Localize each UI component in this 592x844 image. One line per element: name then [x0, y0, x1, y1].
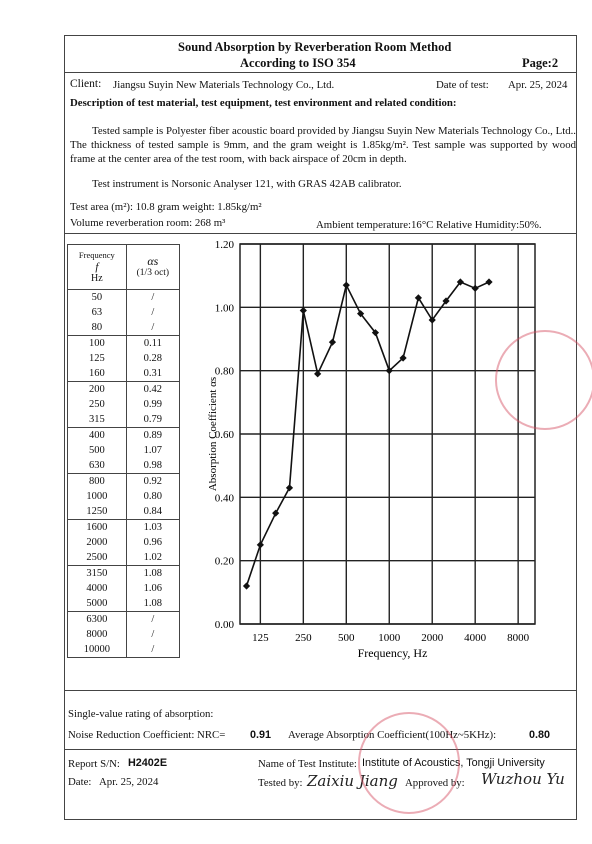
table-row	[68, 305, 180, 320]
divider	[64, 690, 577, 691]
alpha-cell: 0.11	[126, 336, 179, 352]
frequency-cell: 630	[68, 458, 127, 474]
data-point	[485, 278, 492, 285]
institute-seal	[358, 712, 460, 814]
absorption-table	[67, 244, 180, 658]
description-heading: Description of test material, test equipment, test environment and related condition:	[70, 97, 457, 109]
footer-date: Apr. 25, 2024	[99, 776, 159, 788]
frequency-cell: 1000	[68, 489, 127, 504]
alpha-cell: 1.08	[126, 596, 179, 612]
data-point	[286, 484, 293, 491]
alpha-cell: /	[126, 612, 179, 628]
frequency-cell: 400	[68, 428, 127, 444]
frequency-cell: 1600	[68, 520, 127, 536]
ambient-conditions: Ambient temperature:16°C Relative Humidity:50%.	[316, 219, 542, 231]
institute-seal	[495, 330, 592, 430]
table-row	[68, 412, 180, 428]
frequency-cell: 63	[68, 305, 127, 320]
frequency-cell: 100	[68, 336, 127, 352]
alpha-header-symbol: αs	[147, 254, 159, 268]
alpha-header-note: (1/3 oct)	[136, 268, 170, 278]
test-area: Test area (m²): 10.8 gram weight: 1.85kg/m²	[70, 201, 262, 213]
report-title: Sound Absorption by Reverberation Room Method	[178, 40, 452, 54]
alpha-header	[126, 245, 179, 290]
frequency-header-label: Frequency	[78, 250, 115, 260]
frequency-cell: 250	[68, 397, 127, 412]
frequency-header	[68, 245, 127, 290]
alpha-cell: 1.03	[126, 520, 179, 536]
alpha-cell: 1.06	[126, 581, 179, 596]
alpha-cell: 1.08	[126, 566, 179, 582]
x-axis-label: Frequency, Hz	[357, 646, 428, 660]
frequency-cell: 160	[68, 366, 127, 382]
frequency-cell: 125	[68, 351, 127, 366]
frequency-cell: 2000	[68, 535, 127, 550]
alpha-cell: 0.92	[126, 474, 179, 490]
x-tick-label: 1000	[378, 632, 401, 644]
approved-by-signature: Wuzhou Yu	[481, 770, 565, 788]
alpha-cell: 0.84	[126, 504, 179, 520]
alpha-cell: 0.89	[126, 428, 179, 444]
table-row	[68, 566, 180, 582]
y-tick-label: 1.00	[214, 302, 234, 315]
table-row	[68, 458, 180, 474]
table-row	[68, 642, 180, 658]
x-tick-label: 500	[338, 632, 355, 644]
table-row	[68, 504, 180, 520]
table-row	[68, 443, 180, 458]
x-tick-label: 250	[295, 632, 312, 644]
table-header-row	[68, 245, 180, 290]
divider	[64, 72, 577, 73]
alpha-cell: 0.28	[126, 351, 179, 366]
alpha-cell: 0.42	[126, 382, 179, 398]
alpha-cell: 0.96	[126, 535, 179, 550]
x-tick-label: 8000	[507, 632, 530, 644]
frequency-cell: 800	[68, 474, 127, 490]
frequency-cell: 4000	[68, 581, 127, 596]
y-tick-label: 1.20	[214, 239, 234, 251]
table-row	[68, 382, 180, 398]
average-label: Average Absorption Coefficient(100Hz~5KHz):	[288, 729, 497, 741]
absorption-chart	[185, 236, 577, 666]
footer-date-label: Date:	[68, 776, 92, 788]
table-row	[68, 320, 180, 336]
alpha-cell: 1.07	[126, 443, 179, 458]
alpha-cell: /	[126, 320, 179, 336]
x-tick-label: 4000	[464, 632, 487, 644]
table-row	[68, 474, 180, 490]
divider	[64, 749, 577, 750]
institute-label: Name of Test Institute:	[258, 758, 357, 770]
table-row	[68, 596, 180, 612]
table-row	[68, 550, 180, 566]
table-row	[68, 351, 180, 366]
y-tick-label: 0.60	[214, 429, 234, 441]
data-point	[272, 510, 279, 517]
frequency-cell: 5000	[68, 596, 127, 612]
average-value: 0.80	[529, 729, 551, 741]
alpha-cell: /	[126, 642, 179, 658]
alpha-cell: /	[126, 305, 179, 320]
data-point	[329, 339, 336, 346]
frequency-cell: 6300	[68, 612, 127, 628]
data-point	[243, 582, 250, 589]
table-row	[68, 336, 180, 352]
frequency-cell: 80	[68, 320, 127, 336]
table-row	[68, 290, 180, 306]
divider	[64, 233, 577, 234]
alpha-cell: 0.31	[126, 366, 179, 382]
report-sn: H2402E	[128, 757, 168, 769]
table-row	[68, 627, 180, 642]
report-sn-label: Report S/N:	[68, 758, 120, 770]
alpha-cell: /	[126, 290, 179, 306]
x-tick-label: 2000	[421, 632, 444, 644]
table-row	[68, 428, 180, 444]
y-tick-label: 0.40	[214, 492, 234, 505]
rating-heading: Single-value rating of absorption:	[68, 708, 214, 720]
frequency-cell: 2500	[68, 550, 127, 566]
tested-by-signature: Zaixiu Jiang	[307, 772, 398, 790]
alpha-cell: /	[126, 627, 179, 642]
description-paragraph: Tested sample is Polyester fiber acoustic board provided by Jiangsu Suyin New Materials Technology Co., Ltd.. The thickness of tested sample is 9mm, and the gram weight is 1.85kg/m². Test sample was supported by wood frame at the center area of the test room, with back airspace of 20cm in depth.	[70, 125, 576, 165]
nrc-label: Noise Reduction Coefficient: NRC=	[68, 729, 226, 741]
x-tick-label: 125	[252, 632, 269, 644]
data-point	[472, 285, 479, 292]
frequency-cell: 315	[68, 412, 127, 428]
instrument-paragraph: Test instrument is Norsonic Analyser 121, with GRAS 42AB calibrator.	[92, 178, 402, 190]
alpha-cell: 0.99	[126, 397, 179, 412]
frequency-cell: 500	[68, 443, 127, 458]
frequency-cell: 10000	[68, 642, 127, 658]
table-row	[68, 581, 180, 596]
institute-name: Institute of Acoustics, Tongji University	[362, 757, 545, 769]
y-axis-label: Absorption Coefficient αs	[207, 376, 219, 492]
frequency-header-unit: Hz	[91, 273, 103, 284]
nrc-value: 0.91	[250, 729, 272, 741]
y-tick-label: 0.00	[214, 619, 234, 631]
report-standard: According to ISO 354	[240, 56, 356, 70]
y-tick-label: 0.20	[214, 555, 234, 568]
frequency-cell: 50	[68, 290, 127, 306]
alpha-cell: 0.80	[126, 489, 179, 504]
table-row	[68, 366, 180, 382]
frequency-header-symbol: f	[95, 261, 99, 273]
test-date: Apr. 25, 2024	[508, 79, 568, 91]
frequency-cell: 1250	[68, 504, 127, 520]
table-row	[68, 612, 180, 628]
table-row	[68, 535, 180, 550]
y-tick-label: 0.80	[214, 365, 234, 378]
page-number: Page:2	[522, 56, 559, 70]
room-volume: Volume reverberation room: 268 m³	[70, 217, 226, 229]
data-point	[257, 541, 264, 548]
table-row	[68, 489, 180, 504]
table-row	[68, 520, 180, 536]
data-point	[343, 282, 350, 289]
frequency-cell: 200	[68, 382, 127, 398]
table-row	[68, 397, 180, 412]
alpha-cell: 0.79	[126, 412, 179, 428]
frequency-cell: 3150	[68, 566, 127, 582]
client-label: Client:	[70, 78, 102, 90]
tested-by-label: Tested by:	[258, 777, 303, 789]
approved-by-label: Approved by:	[405, 777, 465, 789]
frequency-cell: 8000	[68, 627, 127, 642]
test-date-label: Date of test:	[436, 79, 489, 91]
alpha-cell: 1.02	[126, 550, 179, 566]
client-name: Jiangsu Suyin New Materials Technology Co., Ltd.	[113, 79, 335, 91]
alpha-cell: 0.98	[126, 458, 179, 474]
